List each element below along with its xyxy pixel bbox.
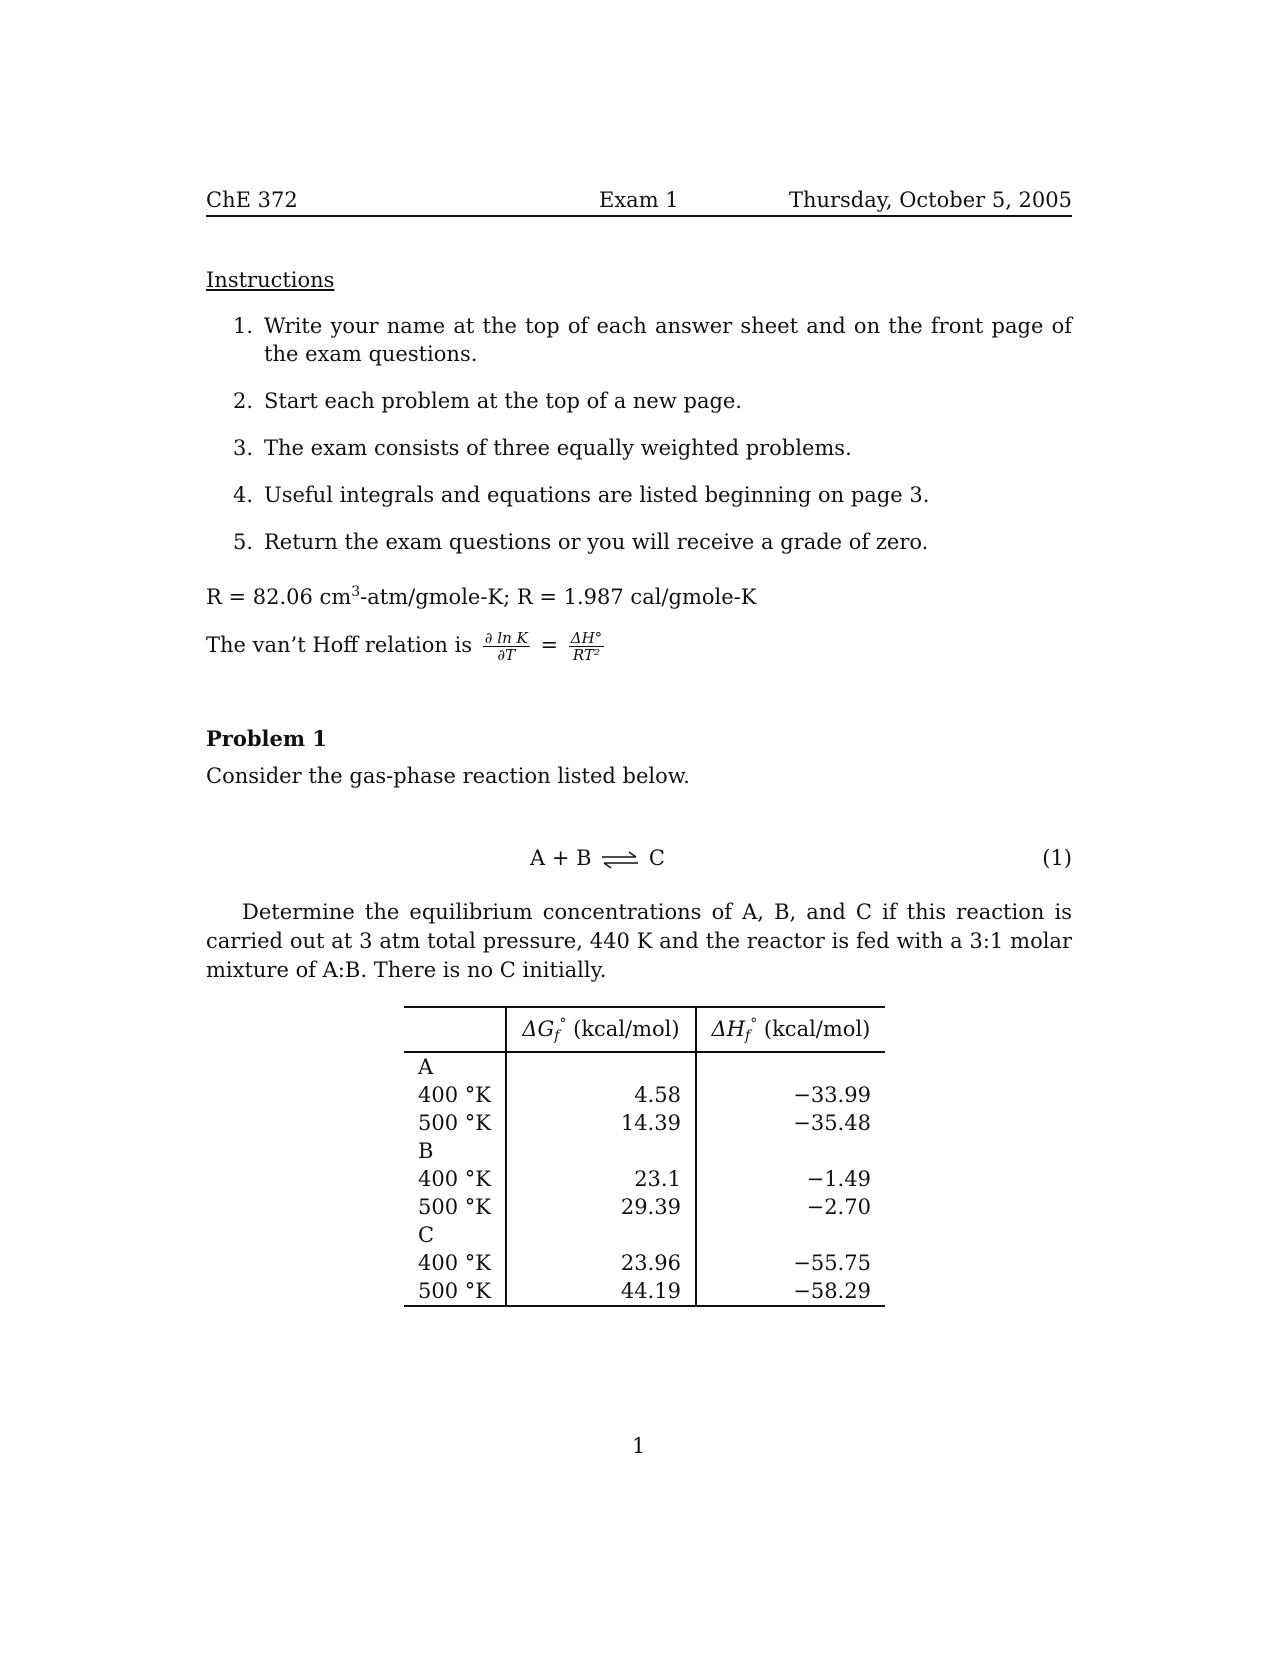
table-row	[404, 1052, 885, 1081]
instruction-text: The exam consists of three equally weighted problems.	[264, 436, 852, 460]
vant-hoff-rhs-numerator: ΔH°	[570, 629, 603, 647]
temperature-cell: 500 °K	[418, 1195, 491, 1219]
reaction-reactants: A + B	[530, 846, 592, 870]
instructions-title: Instructions	[206, 268, 335, 292]
dh-cell: −33.99	[696, 1081, 885, 1109]
temperature-cell: 400 °K	[418, 1167, 491, 1191]
reaction-equation	[530, 844, 665, 872]
gas-constant-suffix: -atm/gmole-K; R = 1.987 cal/gmole-K	[360, 585, 757, 609]
dg-cell: 44.19	[506, 1277, 696, 1306]
header-course: ChE 372	[206, 188, 298, 212]
species-label: A	[418, 1055, 434, 1079]
instruction-text: Useful integrals and equations are listed beginning on page 3.	[264, 483, 930, 507]
dg-cell: 23.96	[506, 1249, 696, 1277]
table-row	[404, 1137, 885, 1165]
instruction-item	[206, 528, 1072, 556]
vant-hoff-lhs-numerator: ∂ ln K	[484, 629, 528, 647]
instruction-text: Return the exam questions or you will receive a grade of zero.	[264, 530, 929, 554]
instruction-item	[206, 481, 1072, 509]
vant-hoff-lhs-denominator: ∂T	[497, 646, 516, 664]
vant-hoff-equals: =	[540, 633, 559, 657]
dg-cell: 29.39	[506, 1193, 696, 1221]
table-row	[404, 1249, 885, 1277]
gas-constants	[206, 578, 756, 611]
reaction-product: C	[648, 846, 665, 870]
vant-hoff-rhs-fraction	[569, 630, 604, 663]
instruction-number: 4.	[233, 483, 254, 507]
table-row	[404, 1109, 885, 1137]
gas-constant-exponent: 3	[351, 584, 361, 600]
table-header-empty	[404, 1007, 506, 1052]
header-date: Thursday, October 5, 2005	[788, 188, 1072, 212]
vant-hoff-rhs-denominator: RT²	[572, 646, 600, 664]
dg-cell: 14.39	[506, 1109, 696, 1137]
gas-constant-prefix: R = 82.06 cm	[206, 585, 352, 609]
temperature-cell: 400 °K	[418, 1251, 491, 1275]
temperature-cell: 400 °K	[418, 1083, 491, 1107]
table-row	[404, 1081, 885, 1109]
problem-description: Consider the gas-phase reaction listed below.	[206, 764, 690, 788]
problem-title: Problem 1	[206, 726, 328, 751]
temperature-cell: 500 °K	[404, 1277, 506, 1306]
instruction-number: 1.	[233, 314, 254, 338]
instruction-item	[206, 434, 1072, 462]
instruction-text: Write your name at the top of each answer sheet and on the front page of the exam questions.	[264, 314, 1072, 366]
dg-cell: 23.1	[506, 1165, 696, 1193]
vant-hoff-label: The van’t Hoff relation is	[206, 633, 473, 657]
table-header-dg: $\Delta G_f^\circ$ (kcal/mol)	[506, 1007, 696, 1052]
problem-paragraph: Determine the equilibrium concentrations of A, B, and C if this reaction is carried out at 3 atm total pressure, 440 K and the reactor is fed with a 3:1 molar mixture of A:B. There is no C initially.	[206, 900, 1072, 982]
table-row	[404, 1193, 885, 1221]
vant-hoff-lhs-fraction	[483, 630, 530, 663]
dh-cell: −55.75	[696, 1249, 885, 1277]
dh-cell: −35.48	[696, 1109, 885, 1137]
instruction-number: 3.	[233, 436, 254, 460]
instruction-text: Start each problem at the top of a new page.	[264, 389, 743, 413]
instruction-number: 5.	[233, 530, 254, 554]
page-number: 1	[632, 1434, 646, 1458]
header-exam-title: Exam 1	[599, 188, 679, 212]
instruction-item	[206, 312, 1072, 368]
table-row	[404, 1165, 885, 1193]
instruction-item	[206, 387, 1072, 415]
dh-cell: −2.70	[696, 1193, 885, 1221]
temperature-cell: 500 °K	[418, 1111, 491, 1135]
table-row	[404, 1221, 885, 1249]
dg-cell: 4.58	[506, 1081, 696, 1109]
dh-cell: −58.29	[696, 1277, 885, 1306]
table-row	[404, 1277, 885, 1306]
table-header-dh: $\Delta H_f^\circ$ (kcal/mol)	[696, 1007, 885, 1052]
header-rule	[206, 215, 1072, 217]
instruction-number: 2.	[233, 389, 254, 413]
species-label: B	[418, 1139, 434, 1163]
instructions-list	[206, 312, 1072, 575]
vant-hoff-relation	[206, 630, 608, 663]
equation-number: (1)	[1042, 846, 1072, 870]
table-header-row	[404, 1007, 885, 1052]
dh-cell: −1.49	[696, 1165, 885, 1193]
thermo-data-table	[404, 1006, 885, 1307]
equilibrium-arrows-icon	[598, 851, 642, 869]
species-label: C	[418, 1223, 435, 1247]
